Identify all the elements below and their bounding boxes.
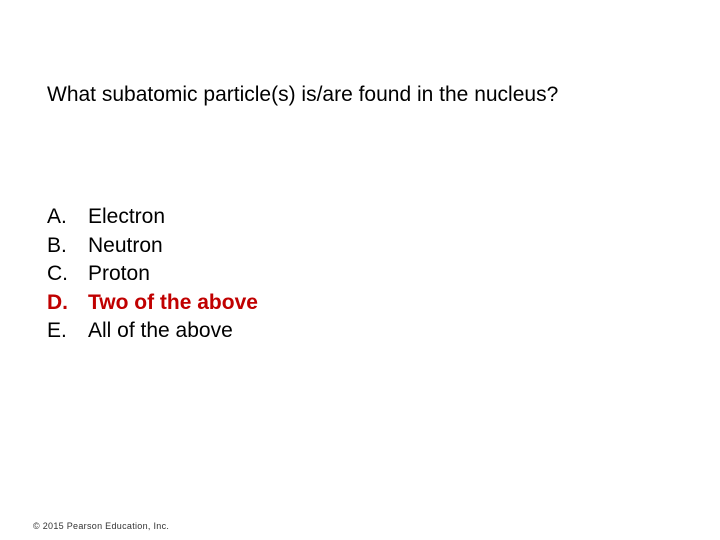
answer-text: All of the above [88, 319, 233, 342]
answer-text: Two of the above [88, 290, 258, 314]
answer-option-c [47, 260, 258, 289]
answer-letter: A. [47, 205, 67, 228]
answer-text: Neutron [88, 233, 163, 257]
answer-option-b [47, 232, 258, 261]
answer-option-d [47, 289, 258, 318]
answer-list [47, 203, 258, 346]
copyright-footer: © 2015 Pearson Education, Inc. [33, 521, 170, 531]
answer-text: Proton [88, 262, 150, 285]
answer-letter: E. [47, 319, 67, 342]
answer-letter: D. [47, 290, 68, 314]
answer-option-a [47, 203, 258, 232]
question-text: What subatomic particle(s) is/are found in the nucleus? [47, 83, 559, 106]
answer-text: Electron [88, 205, 166, 228]
answer-letter: C. [47, 262, 68, 285]
answer-option-e [47, 317, 258, 346]
answer-letter: B. [47, 233, 67, 257]
